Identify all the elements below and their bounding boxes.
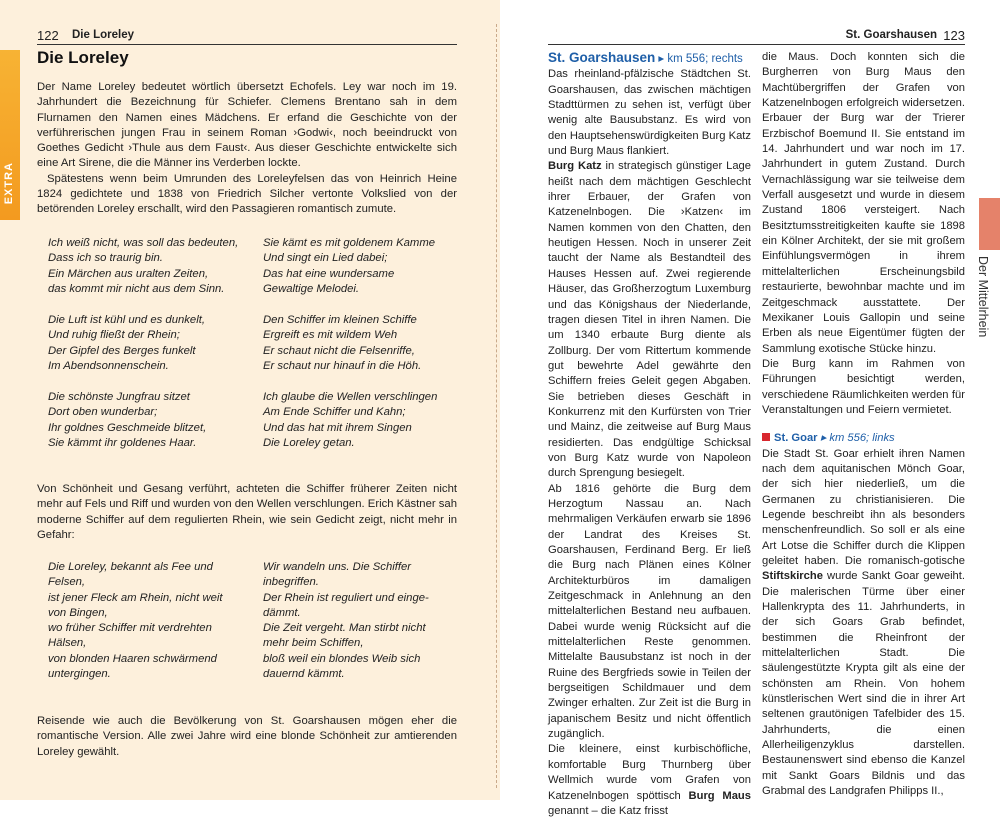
middle-text bbox=[37, 482, 457, 543]
paragraph-text: wurde Sankt Goar geweiht. Die malerischen Türme über einer Hallenkrypta des 11. Jahrhunderts, in der sich Goars Grab befindet, bestimmen die Rheinfront der mittelalterlichen Stadt. Die säulengestützte Krypta gilt als eine der schönsten am Rhein. Von hohem künstlerischen Wert sind die in ihrer Art seltenen grautönigen Tafelbider des 15. Jahrhunderts, die einen Allerheiligenzyklus darstellen. Bestaunenswert sind ebenso die Kanzel mit Sankt Goars Bildnis und das Grabmal des Landgrafen Philipps II., bbox=[762, 570, 965, 798]
section-heading bbox=[762, 431, 965, 446]
final-text bbox=[37, 714, 457, 760]
poem-stanza bbox=[48, 236, 258, 297]
red-square-bullet-icon bbox=[762, 433, 770, 441]
poem-line: Die Zeit vergeht. Man stirbt nicht bbox=[263, 622, 426, 635]
left-running-header bbox=[37, 28, 457, 45]
poem-line: Der Gipfel des Berges funkelt bbox=[48, 344, 196, 357]
poem-line: Und singt ein Lied dabei; bbox=[263, 252, 388, 265]
poem-line: Ein Märchen aus uralten Zeiten, bbox=[48, 267, 209, 280]
poem-stanza bbox=[263, 390, 473, 451]
poem-line: wo früher Schiffer mit verdrehten bbox=[48, 622, 212, 635]
poem-stanza bbox=[48, 313, 258, 374]
paragraph bbox=[762, 447, 965, 800]
poem-line: Am Ende Schiffer und Kahn; bbox=[263, 406, 406, 419]
left-page-number: 122 bbox=[37, 28, 59, 43]
poem-line: Sie kämt es mit goldenem Kamme bbox=[263, 237, 436, 249]
poem-line: Die Luft ist kühl und es dunkelt, bbox=[48, 314, 205, 326]
paragraph-text: Die Stadt St. Goar erhielt ihren Namen nach dem aquitanischen Mönch Goar, der sich hier niederließ, um die Germanen zu christianisieren. Die Legende beschreibt ihn als besonders menschenfreundlich. So soll er als eine Art Lotse die Schiffer durch die Klippen geleitet haben. Die romanisch-gotische bbox=[762, 447, 965, 567]
poem-line: Wir wandeln uns. Die Schiffer bbox=[263, 561, 412, 573]
poem-line: untergingen. bbox=[48, 668, 111, 681]
poem-line: Im Abendsonnenschein. bbox=[48, 359, 169, 372]
paragraph-text: Die kleinere, einst kurbischöfliche, komfortable Burg Thurnberg über Wellmich wurde vom Grafen von Katzenelnbogen spöttisch bbox=[548, 743, 751, 802]
poem-stanza bbox=[48, 390, 258, 451]
poem-stanza bbox=[263, 313, 473, 374]
text-column-2 bbox=[762, 50, 965, 800]
kaestner-poem-right bbox=[263, 560, 473, 682]
intro-paragraph-1: Der Name Loreley bedeutet wörtlich übersetzt Echofels. Ley war noch im 19. Jahrhundert die Bezeichnung für Schiefer. Clemens Brentano sah in dem Flurnamen den Namen eines Mädchens. Er erfand die Geschichte von der verführerischen jungen Frau in seinem Roman ›Godwi‹, noch beeindruckt von Goethes Gedicht ›Thule aus dem Faust‹. Aus dieser Geschichte entwickelte sich eine Art Sirene, die die Männer ins Verderben lockte. bbox=[37, 81, 457, 170]
poem-line: das kommt mir nicht aus dem Sinn. bbox=[48, 282, 225, 295]
poem-line: Ich glaube die Wellen verschlingen bbox=[263, 391, 438, 403]
poem-line: Und ruhig fließt der Rhein; bbox=[48, 329, 180, 342]
chapter-side-label-text: Der Mittelrhein bbox=[976, 256, 990, 338]
poem-line: von blonden Haaren schwärmend bbox=[48, 652, 217, 665]
extra-tab-label: EXTRA bbox=[3, 162, 15, 205]
section-heading bbox=[548, 50, 751, 67]
bold-term: Burg Maus bbox=[688, 789, 751, 802]
poem-line: Der Rhein ist reguliert und einge- bbox=[263, 591, 429, 604]
km-marker: ▸ km 556; rechts bbox=[658, 53, 743, 65]
poem-line: Dort oben wunderbar; bbox=[48, 406, 158, 419]
poem-stanza bbox=[263, 236, 473, 297]
kaestner-poem-left bbox=[48, 560, 258, 682]
poem-line: Den Schiffer im kleinen Schiffe bbox=[263, 314, 417, 326]
poem-line: Felsen, bbox=[48, 576, 86, 589]
poem-line: bloß weil ein blondes Weib sich bbox=[263, 652, 421, 665]
extra-tab bbox=[0, 50, 20, 220]
heading-st-goar: St. Goar bbox=[774, 432, 818, 445]
poem-line: Dass ich so traurig bin. bbox=[48, 252, 163, 265]
paragraph bbox=[548, 742, 751, 819]
poem-line: Ergreift es mit wildem Weh bbox=[263, 329, 398, 342]
intro-paragraph-2: Spätestens wenn beim Umrunden des Loreleyfelsen das von Heinrich Heine 1824 gedichtete und 1838 von Friedrich Silcher vertonte Volkslied von der betörenden Loreley erschallt, wird den Passagieren romantisch zumute. bbox=[37, 172, 457, 216]
poem-line: Die Loreley, bekannt als Fee und bbox=[48, 561, 213, 573]
poem-line: Er schaut nicht die Felsenriffe, bbox=[263, 344, 415, 357]
left-section-title: Die Loreley bbox=[72, 29, 134, 41]
poem-line: Ihr goldnes Geschmeide blitzet, bbox=[48, 421, 207, 434]
poem-line: Er schaut nur hinauf in die Höh. bbox=[263, 359, 422, 372]
heading-st-goarshausen: St. Goarshausen bbox=[548, 50, 656, 65]
poem-line: dauernd kämmt. bbox=[263, 668, 345, 681]
poem-line: Die Loreley getan. bbox=[263, 436, 355, 449]
paragraph: Ab 1816 gehörte die Burg dem Herzogtum Nassau an. Nach mehrmaligen Verkäufen erwarb sie 1896 der Landrat des Kreises St. Goarshausen, Ferdinand Berg. Er ließ die Burg nach Plänen eines Kölner Architekturbüros im damaligen Zeitgeschmack in Anlehnung an den mittelalterlichen Bestand neu aufbauen. Dabei wurde wenig Rücksicht auf die mittelalterlichen Reste genommen. Mittelalte Bausubstanz ist noch in der Ruine des Bergfrieds sowie in Teilen der bergseitigen Schildmauer und dem Zwinger erhalten. Zur Zeit ist die Burg in japanischem Besitz und nicht öffentlich zugänglich. bbox=[548, 482, 751, 741]
paragraph-text: in strategisch günstiger Lage heißt nach dem mächtigen Geschlecht ihrer Erbauer, der Grafen von Katzenelnbogen. Die ›Katzen‹ im Namen kommen von den Chatten, den heutigen Hessen. Noch in unserer Zeit taucht der Name als Bestandteil des Hauses Hessen auf. Zwei regierende Häuser, das Großherzogtum Luxemburg und das Königshaus der Niederlande, tragen diesen Titel in ihren Namen. Die um 1340 erbaute Burg diente als Zollburg. Der vom Rittertum kommende gut bewehrte Adel gewährte den Schiffern freies Geleit gegen Abgaben. Sie betrieben dieses Geschäft in Konkurrenz mit den Kurfürsten von Trier und Mainz, die zeitweise auf Burg Maus residierten. Das endgültige Schicksal von Burg Katz wurde von Napoleon durch Sprengung besiegelt. bbox=[548, 160, 751, 480]
poem-line: dämmt. bbox=[263, 606, 301, 619]
paragraph bbox=[548, 159, 751, 481]
bold-term: Burg Katz bbox=[548, 160, 602, 173]
poem-line: Das hat eine wundersame bbox=[263, 267, 395, 280]
left-page bbox=[0, 0, 500, 800]
paragraph-text: genannt – die Katz frisst bbox=[548, 804, 669, 817]
poem-line: Und das hat mit ihrem Singen bbox=[263, 421, 412, 434]
poem-line: Sie kämmt ihr goldenes Haar. bbox=[48, 436, 197, 449]
chapter-side-label bbox=[970, 256, 996, 356]
paragraph: die Maus. Doch konnten sich die Burgherren von Burg Maus den Machtübergriffen der Grafen von Katzenelnbogen erfolgreich widersetzen. Erbauer der Burg war der Trierer Erzbischof Boemund II. Sie entstand im 14. Jahrhundert und war noch im 17. Jahrhundert in gutem Zustand. Durch Vernachlässigung war sie teilweise dem Verfall ausgesetzt und wurde in diesem Zustand 1806 versteigert. Nach Besitztumsstreitigkeiten kaufte sie 1898 ein Kölner Architekt, der sie mit großem Einfühlungsvermögen in ihrem mittelalterlichen Erscheinungsbild restaurierte, bewohnbar machte und im Zeitgeschmack ausstattete. Der Mexikaner Louis Gallopin und seine Erben als neue Eigentümer fügten der Sammlung exotische Stücke hinzu. bbox=[762, 51, 965, 355]
poem-line: Die schönste Jungfrau sitzet bbox=[48, 391, 190, 403]
final-paragraph: Reisende wie auch die Bevölkerung von St. Goarshausen mögen eher die romantische Version. Alle zwei Jahre wird eine blonde Schönheit zur amtierenden Loreley gewählt. bbox=[37, 715, 457, 758]
right-page-number: 123 bbox=[943, 28, 965, 43]
poem-line: mehr beim Schiffen, bbox=[263, 637, 364, 650]
poem-line: Hälsen, bbox=[48, 637, 87, 650]
right-running-header bbox=[548, 28, 965, 45]
paragraph: Das rheinland-pfälzische Städtchen St. Goarshausen, das zwischen mächtigen Stadttürmen zu sehen ist, verfügt über wenig alte Bausubstanz. Es wird von den Hauptsehenswürdigkeiten Burg Katz und Burg Maus flankiert. bbox=[548, 68, 751, 158]
poem-line: inbegriffen. bbox=[263, 576, 319, 589]
km-marker: ▸ km 556; links bbox=[820, 432, 895, 445]
paragraph: Die Burg kann im Rahmen von Führungen besichtigt werden, verschiedene Räumlichkeiten werden für Veranstaltungen und Feiern vermietet. bbox=[762, 357, 965, 416]
page-title: Die Loreley bbox=[37, 48, 129, 67]
middle-paragraph: Von Schönheit und Gesang verführt, achteten die Schiffer früherer Zeiten nicht mehr auf Fels und Riff und wurden von den Wellen verschlungen. Erich Kästner sah moderne Schiffer auf dem regulierten Rhein, wie sein Gedicht zeigt, nicht mehr in Gefahr: bbox=[37, 483, 457, 541]
chapter-tab bbox=[979, 198, 1000, 250]
intro-text bbox=[37, 80, 457, 218]
poem-line: Ich weiß nicht, was soll das bedeuten, bbox=[48, 237, 239, 249]
poem-line: ist jener Fleck am Rhein, nicht weit bbox=[48, 591, 223, 604]
poem-line: von Bingen, bbox=[48, 606, 108, 619]
right-section-title: St. Goarshausen bbox=[845, 29, 937, 41]
bold-term: Stiftskirche bbox=[762, 570, 823, 583]
poem-line: Gewaltige Melodei. bbox=[263, 282, 360, 295]
text-column-1 bbox=[548, 50, 751, 819]
